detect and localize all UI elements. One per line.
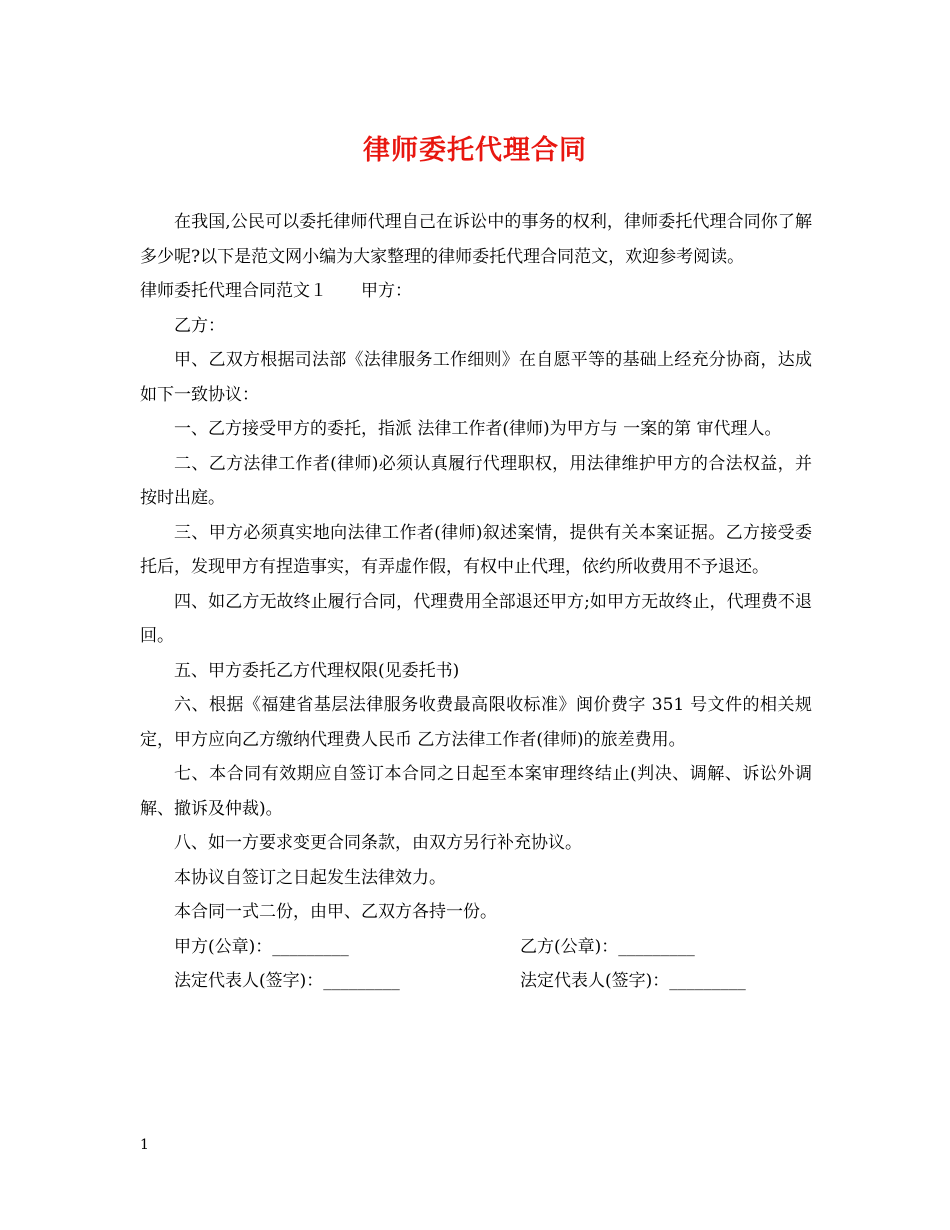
preamble-paragraph: 甲、乙双方根据司法部《法律服务工作细则》在自愿平等的基础上经充分协商，达成如下一致协议： xyxy=(140,350,812,405)
party-b-seal-field: 乙方(公章)：_________ xyxy=(520,936,695,957)
clause-4: 四、如乙方无故终止履行合同，代理费用全部退还甲方;如甲方无故终止，代理费不退回。 xyxy=(140,591,812,646)
page-number: 1 xyxy=(140,1137,149,1153)
party-a-representative-field: 法定代表人(签字)：_________ xyxy=(174,971,400,991)
clause-6: 六、根据《福建省基层法律服务收费最高限收标准》闽价费字 351 号文件的相关规定，甲方应向乙方缴纳代理费人民币 乙方法律工作者(律师)的旅差费用。 xyxy=(140,695,812,750)
representative-row xyxy=(140,964,812,999)
party-b-representative-field: 法定代表人(签字)：_________ xyxy=(520,971,746,991)
document-title: 律师委托代理合同 xyxy=(363,135,587,166)
seal-row xyxy=(140,930,812,965)
party-a-label: 甲方： xyxy=(361,281,412,301)
clause-2: 二、乙方法律工作者(律师)必须认真履行代理职权，用法律维护甲方的合法权益，并按时出庭。 xyxy=(140,453,812,508)
clause-5: 五、甲方委托乙方代理权限(见委托书) xyxy=(174,660,460,681)
sample-heading-line xyxy=(140,274,812,309)
clause-1: 一、乙方接受甲方的委托，指派 法律工作者(律师)为甲方与 一案的第 审代理人。 xyxy=(174,419,782,439)
party-a-seal-field: 甲方(公章)：_________ xyxy=(174,936,349,957)
sample-heading: 律师委托代理合同范文１ xyxy=(140,281,327,301)
clause-3: 三、甲方必须真实地向法律工作者(律师)叙述案情，提供有关本案证据。乙方接受委托后，发现甲方有捏造事实，有弄虚作假，有权中止代理，依约所收费用不予退还。 xyxy=(140,522,812,577)
clause-8: 八、如一方要求变更合同条款，由双方另行补充协议。 xyxy=(174,833,582,853)
clause-7: 七、本合同有效期应自签订本合同之日起至本案审理终结止(判决、调解、诉讼外调解、撤诉及仲裁)。 xyxy=(140,764,812,819)
copies-paragraph: 本合同一式二份，由甲、乙双方各持一份。 xyxy=(174,902,497,922)
intro-paragraph: 在我国,公民可以委托律师代理自己在诉讼中的事务的权利，律师委托代理合同你了解多少呢?以下是范文网小编为大家整理的律师委托代理合同范文，欢迎参考阅读。 xyxy=(140,212,812,267)
document-body xyxy=(140,205,812,999)
party-b-label: 乙方： xyxy=(174,315,225,336)
effect-paragraph: 本协议自签订之日起发生法律效力。 xyxy=(174,867,446,888)
